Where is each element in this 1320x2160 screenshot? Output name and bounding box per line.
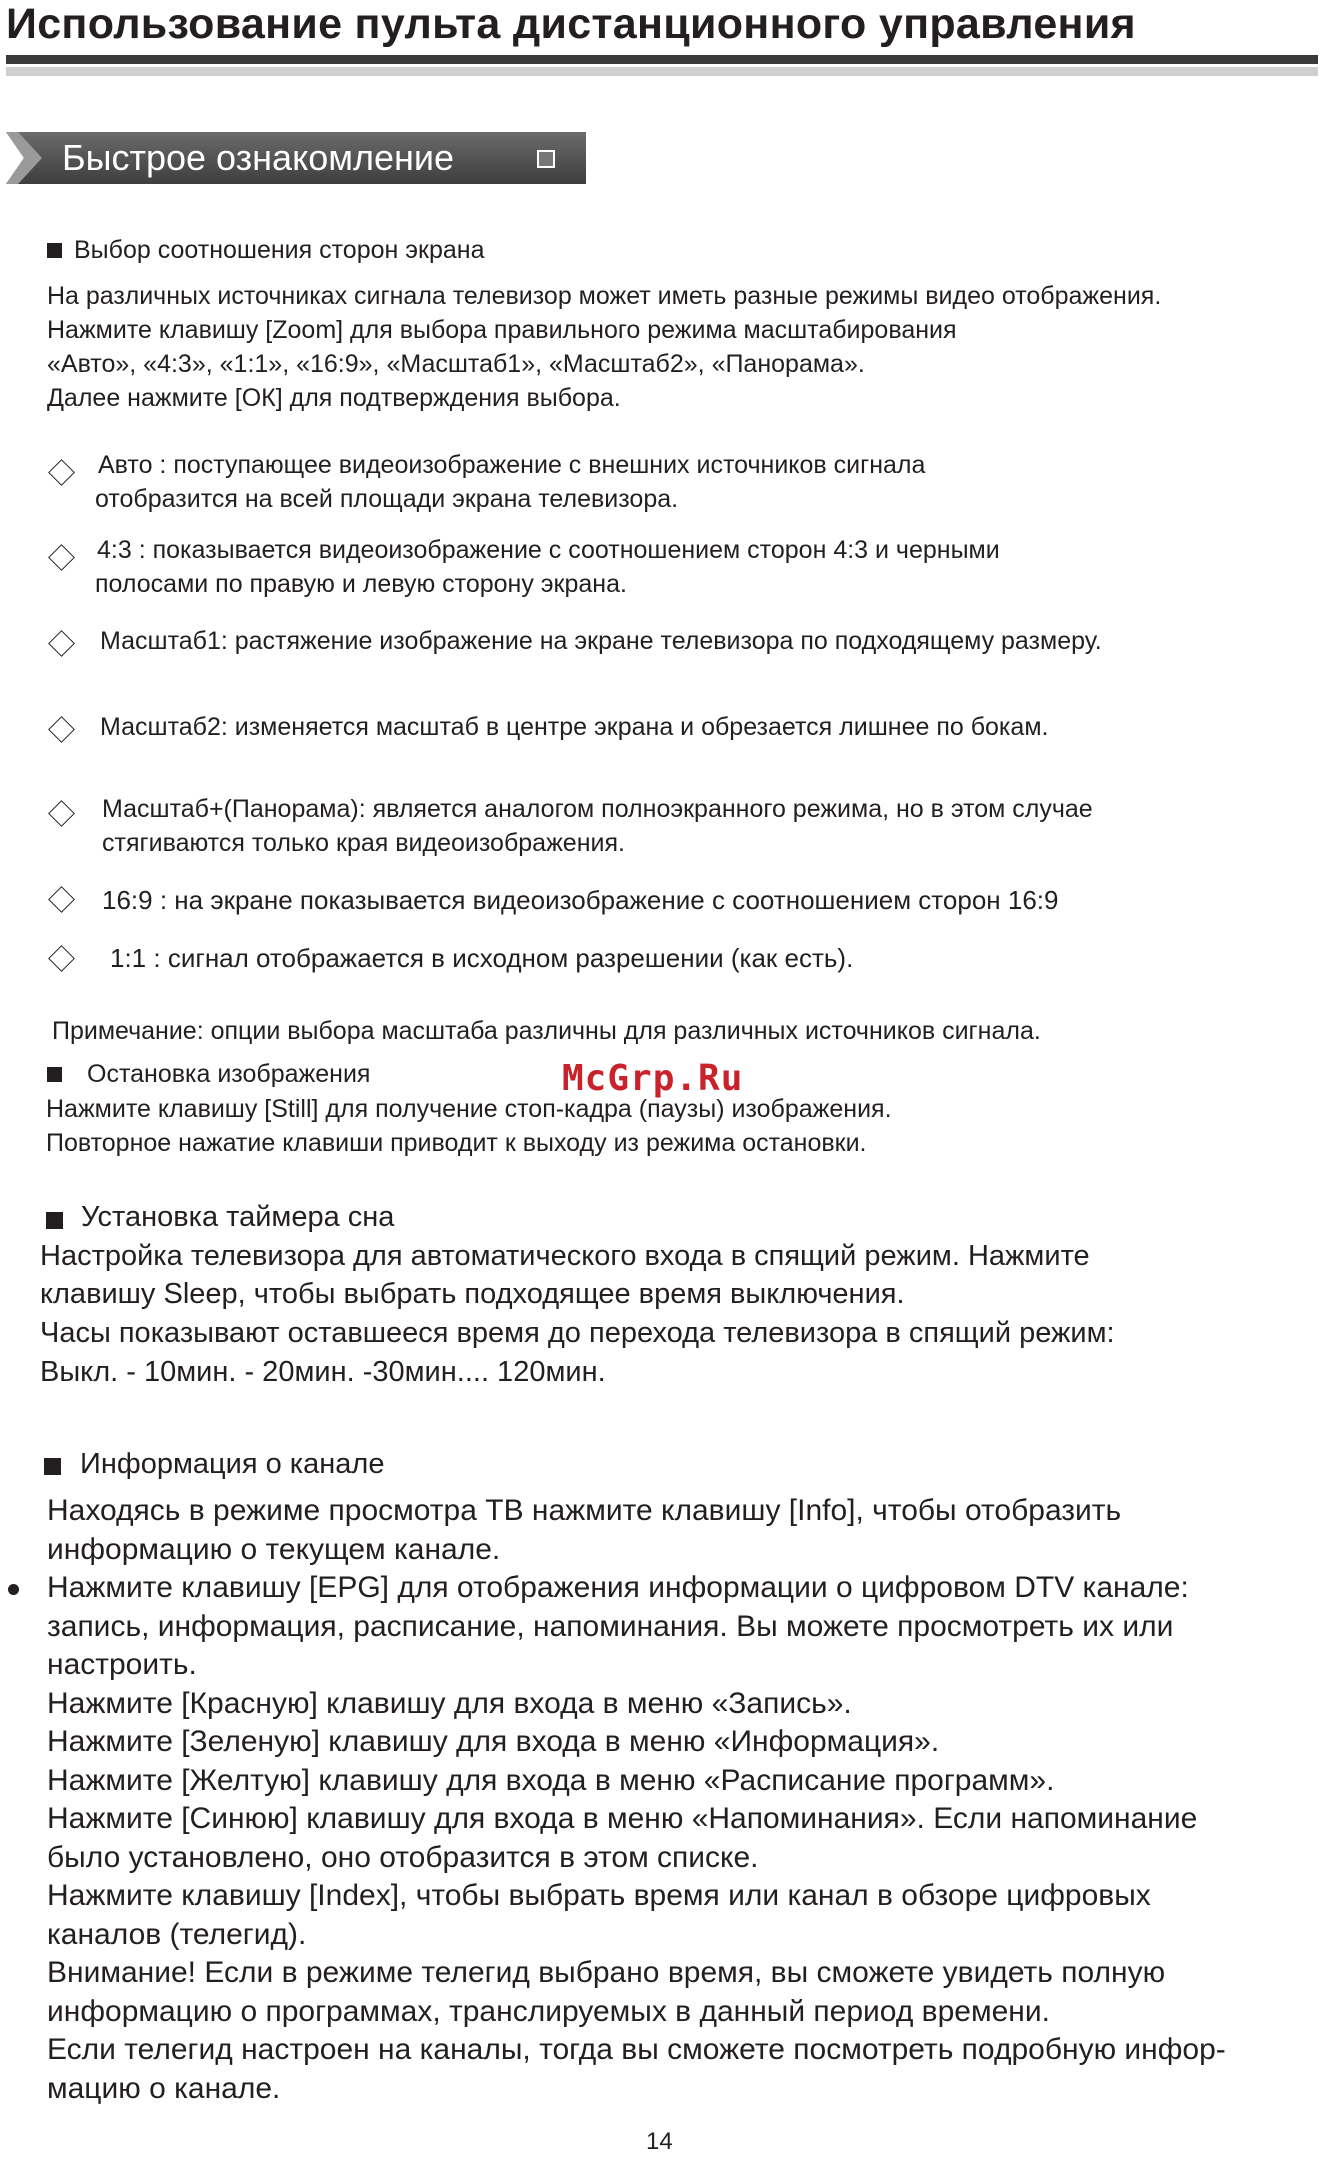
info-line: Нажмите [Зеленую] клавишу для входа в меню «Информация».	[47, 1725, 940, 1758]
round-bullet-icon	[8, 1584, 19, 1595]
sleep-line: Выкл. - 10мин. - 20мин. -30мин.... 120мин.	[40, 1356, 606, 1388]
aspect-item-4-3-cont: полосами по правую и левую сторону экрана.	[95, 570, 627, 598]
sleep-line: клавишу Sleep, чтобы выбрать подходящее время выключения.	[40, 1278, 905, 1310]
aspect-item-1-1: 1:1 : сигнал отображается в исходном разрешении (как есть).	[110, 943, 854, 973]
info-line: Если телегид настроен на каналы, тогда вы сможете посмотреть подробную инфор-	[47, 2033, 1226, 2066]
title-rule-dark	[6, 55, 1318, 64]
page-number: 14	[646, 2128, 673, 2155]
section-banner-title: Быстрое ознакомление	[62, 137, 455, 178]
square-bullet-icon	[46, 1212, 63, 1229]
info-line: было установлено, оно отобразится в этом списке.	[47, 1841, 759, 1874]
aspect-item-auto: Авто : поступающее видеоизображение с внешних источников сигнала	[98, 451, 926, 479]
aspect-item-16-9: 16:9 : на экране показывается видеоизображение с соотношением сторон 16:9	[102, 885, 1059, 915]
diamond-bullet-icon	[48, 630, 75, 657]
sleep-heading: Установка таймера сна	[81, 1201, 395, 1233]
info-line: Нажмите клавишу [EPG] для отображения информации о цифровом DTV канале:	[47, 1571, 1189, 1604]
info-line: настроить.	[47, 1648, 197, 1681]
aspect-item-panorama-cont: стягиваются только края видеоизображения.	[102, 829, 625, 857]
still-heading: Остановка изображения	[87, 1060, 371, 1088]
aspect-item-auto-cont: отобразится на всей площади экрана телевизора.	[95, 485, 679, 513]
info-line: Внимание! Если в режиме телегид выбрано время, вы сможете увидеть полную	[47, 1956, 1166, 1989]
info-line: Нажмите клавишу [Index], чтобы выбрать время или канал в обзоре цифровых	[47, 1879, 1151, 1912]
diamond-bullet-icon	[48, 945, 75, 972]
square-bullet-icon	[47, 1067, 62, 1082]
diamond-bullet-icon	[48, 459, 75, 486]
info-line: информацию о текущем канале.	[47, 1533, 501, 1566]
sleep-line: Часы показывают оставшееся время до перехода телевизора в спящий режим:	[40, 1317, 1115, 1349]
aspect-item-zoom1: Масштаб1: растяжение изображение на экране телевизора по подходящему размеру.	[100, 627, 1102, 655]
aspect-intro-line: «Авто», «4:3», «1:1», «16:9», «Масштаб1», «Масштаб2», «Панорама».	[47, 350, 865, 378]
title-rule-light	[6, 67, 1318, 76]
info-line: информацию о программах, транслируемых в данный период времени.	[47, 1995, 1050, 2028]
page-title: Использование пульта дистанционного управления	[6, 0, 1136, 48]
diamond-bullet-icon	[48, 716, 75, 743]
info-line: Нажмите [Синюю] клавишу для входа в меню «Напоминания». Если напоминание	[47, 1802, 1198, 1835]
info-heading: Информация о канале	[80, 1448, 385, 1480]
still-line: Нажмите клавишу [Still] для получение стоп-кадра (паузы) изображения.	[46, 1095, 892, 1123]
banner-square-icon	[537, 150, 555, 168]
aspect-intro-line: Нажмите клавишу [Zoom] для выбора правильного режима масштабирования	[47, 316, 957, 344]
info-line: мацию о канале.	[47, 2072, 281, 2105]
watermark: McGrp.Ru	[562, 1058, 744, 1099]
aspect-intro-line: Далее нажмите [ОК] для подтверждения выбора.	[47, 384, 621, 412]
square-bullet-icon	[44, 1458, 61, 1475]
square-bullet-icon	[47, 243, 62, 258]
info-line: Нажмите [Красную] клавишу для входа в меню «Запись».	[47, 1687, 852, 1720]
info-line: каналов (телегид).	[47, 1918, 307, 1951]
info-line: запись, информация, расписание, напоминания. Вы можете просмотреть их или	[47, 1610, 1174, 1643]
aspect-item-zoom2: Масштаб2: изменяется масштаб в центре экрана и обрезается лишнее по бокам.	[100, 713, 1049, 741]
aspect-item-panorama: Масштаб+(Панорама): является аналогом полноэкранного режима, но в этом случае	[102, 795, 1093, 823]
diamond-bullet-icon	[48, 800, 75, 827]
aspect-heading: Выбор соотношения сторон экрана	[74, 236, 485, 264]
diamond-bullet-icon	[48, 886, 75, 913]
aspect-note: Примечание: опции выбора масштаба различны для различных источников сигнала.	[52, 1017, 1041, 1045]
info-line: Нажмите [Желтую] клавишу для входа в меню «Расписание программ».	[47, 1764, 1055, 1797]
info-line: Находясь в режиме просмотра ТВ нажмите клавишу [Info], чтобы отобразить	[47, 1494, 1122, 1527]
aspect-item-4-3: 4:3 : показывается видеоизображение с соотношением сторон 4:3 и черными	[97, 536, 1000, 564]
aspect-intro-line: На различных источниках сигнала телевизор может иметь разные режимы видео отображения.	[47, 282, 1162, 310]
still-line: Повторное нажатие клавиши приводит к выходу из режима остановки.	[46, 1129, 867, 1157]
sleep-line: Настройка телевизора для автоматического входа в спящий режим. Нажмите	[40, 1240, 1090, 1272]
diamond-bullet-icon	[48, 544, 75, 571]
